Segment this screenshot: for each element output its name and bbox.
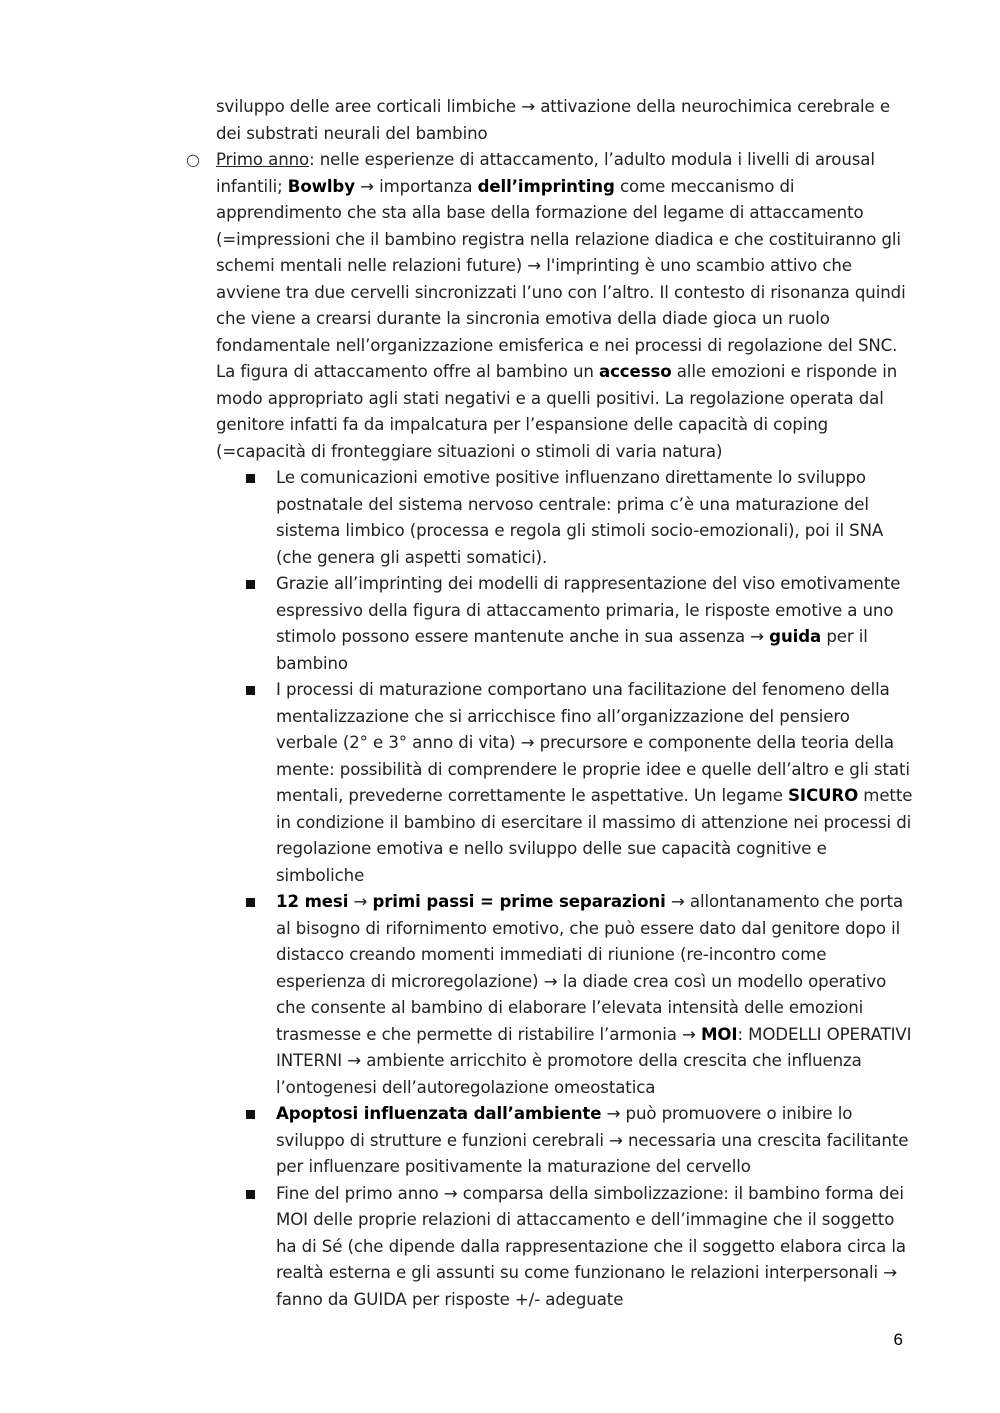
- item-3-text-1: I processi di maturazione comportano una facilitazione del fenomeno della mentalizzazione che si arricchisce fino all’organizzazione del pensiero verbale (2° e 3° anno di vita) → precursore e componente della teoria della mente: possibilità di comprendere le proprie idee e quelle dell’altro e gli stati mentali, prevederne correttamente le aspettative. Un legame: [276, 680, 910, 805]
- apoptosi-bold: Apoptosi influenzata dall’ambiente: [276, 1104, 602, 1123]
- item-2-text-1: Grazie all’imprinting dei modelli di rappresentazione del viso emotivamente espressivo della figura di attaccamento primaria, le risposte emotive a uno stimolo possono essere mantenute anche in sua assenza →: [276, 574, 901, 646]
- moi-bold: MOI: [700, 1024, 738, 1044]
- item-1-text: Le comunicazioni emotive positive influenzano direttamente lo sviluppo postnatale del sistema nervoso centrale: prima c’è una maturazione del sistema limbico (processa e regola gli stimoli socio-emozionali), poi il SNA (che genera gli aspetti somatici).: [276, 468, 884, 567]
- hollow-circle-bullet-icon: ○: [186, 150, 200, 169]
- square-bullet-icon: [246, 898, 255, 907]
- bowlby-bold: Bowlby: [287, 176, 355, 196]
- square-bullet-icon: [246, 1110, 255, 1119]
- square-bullet-icon: [246, 686, 255, 695]
- item-4-text-2: → allontanamento che porta al bisogno di rifornimento emotivo, che può essere dato dal genitore dopo il distacco creando momenti immediati di riunione (re-incontro come esperienza di microregolazione) → la diade crea così un modello operativo che consente al bambino di elaborare l’elevata intensità delle emozioni trasmesse e che permette di ristabilire l’armonia →: [276, 892, 904, 1044]
- sub-bullet-list: [216, 465, 916, 1313]
- sicuro-bold: SICURO: [788, 786, 859, 805]
- list-item: [276, 1181, 916, 1314]
- square-bullet-icon: [246, 580, 255, 589]
- square-bullet-icon: [246, 1190, 255, 1199]
- page-content: [186, 94, 916, 1313]
- list-item: [276, 571, 916, 677]
- item-2-text-2: per il bambino: [276, 627, 868, 673]
- intro-paragraph: sviluppo delle aree corticali limbiche → attivazione della neurochimica cerebrale e dei substrati neurali del bambino: [216, 97, 890, 143]
- list-item: [276, 677, 916, 889]
- page-number: 6: [893, 1330, 903, 1349]
- item-5-text: → può promuovere o inibire lo sviluppo di strutture e funzioni cerebrali → necessaria una crescita facilitante per influenzare positivamente la maturazione del cervello: [276, 1104, 909, 1176]
- item-6-text: Fine del primo anno → comparsa della simbolizzazione: il bambino forma dei MOI delle proprie relazioni di attaccamento e dell’immagine che il soggetto ha di Sé (che dipende dalla rappresentazione che il soggetto elabora circa la realtà esterna e gli assunti su come funzionano le relazioni interpersonali → fanno da GUIDA per risposte +/- adeguate: [276, 1183, 906, 1309]
- primo-anno-text-1: : nelle esperienze di attaccamento, l’adulto modula i livelli di arousal infantili;: [216, 150, 875, 196]
- list-item: [276, 465, 916, 571]
- primo-anno-heading: Primo anno: [216, 150, 310, 169]
- imprinting-bold: dell’imprinting: [477, 176, 615, 196]
- item-4-text-3: : MODELLI OPERATIVI INTERNI → ambiente arricchito è promotore della crescita che influenza l’ontogenesi dell’autoregolazione omeostatica: [276, 1024, 912, 1097]
- primo-anno-text-4: alle emozioni e risponde in modo appropriato agli stati negativi e a quelli positivi. La regolazione operata dal genitore infatti fa da impalcatura per l’espansione delle capacità di coping (=capacità di fronteggiare situazioni o stimoli di varia natura): [216, 362, 898, 461]
- dodici-mesi-bold: 12 mesi: [276, 892, 349, 911]
- square-bullet-icon: [246, 474, 255, 483]
- item-4-text-1: →: [348, 892, 373, 911]
- accesso-bold: accesso: [598, 362, 672, 381]
- primo-anno-text-2: → importanza: [354, 176, 478, 196]
- primo-anno-text-3: come meccanismo di apprendimento che sta alla base della formazione del legame di attaccamento (=impressioni che il bambino registra nella relazione diadica e che costituiranno gli schemi mentali nelle relazioni future) → l'imprinting è uno scambio attivo che avviene tra due cervelli sincronizzati l’uno con l’altro. Il contesto di risonanza quindi che viene a crearsi durante la sincronia emotiva della diade gioca un ruolo fondamentale nell’organizzazione emisferica e nei processi di regolazione del SNC. La figura di attaccamento offre al bambino un: [216, 176, 906, 381]
- item-3-text-2: mette in condizione il bambino di esercitare il massimo di attenzione nei processi di regolazione emotiva e nello sviluppo delle sue capacità cognitive e simboliche: [276, 786, 913, 885]
- list-item: [276, 1101, 916, 1181]
- primo-anno-item: [186, 147, 916, 465]
- primi-passi-bold: primi passi = prime separazioni: [372, 892, 666, 911]
- list-item: [276, 889, 916, 1101]
- guida-bold: guida: [769, 627, 822, 646]
